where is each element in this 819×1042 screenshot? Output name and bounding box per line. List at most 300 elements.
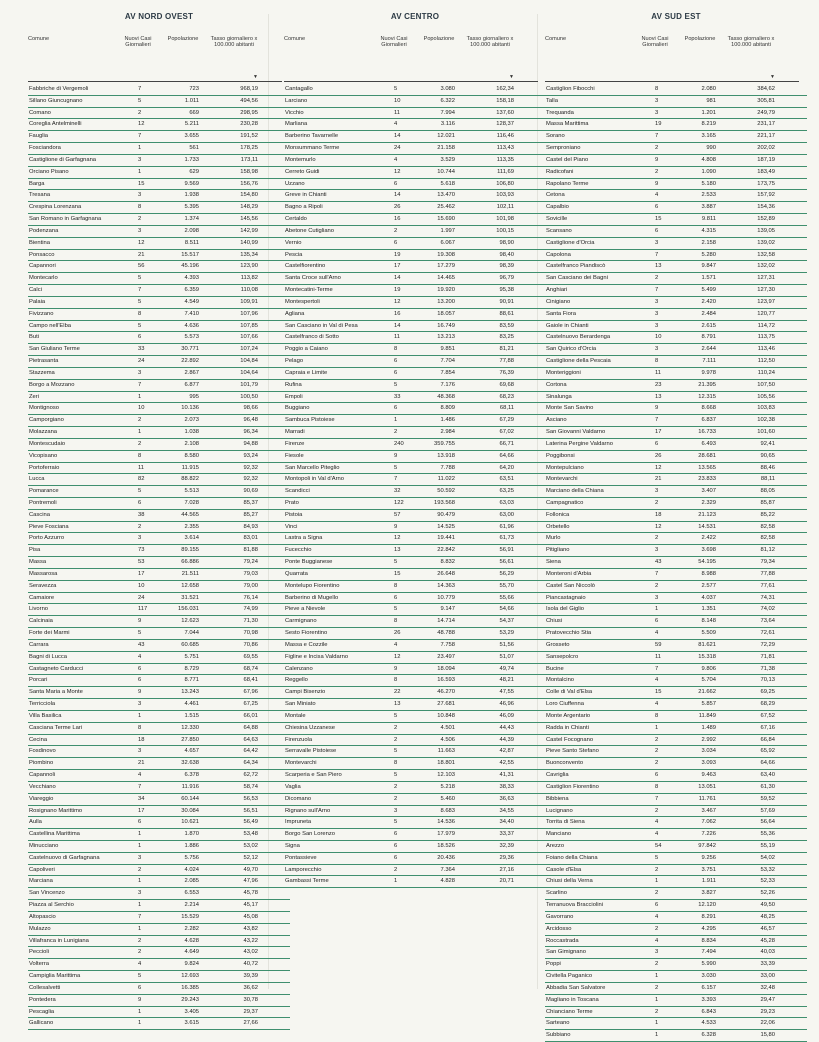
cell-nuovi-casi: 7 (138, 913, 142, 920)
cell-popolazione: 27.850 (181, 736, 199, 743)
table-row (545, 675, 807, 687)
table-header (545, 36, 807, 84)
cell-popolazione: 14.536 (437, 819, 455, 826)
table-row (545, 888, 807, 900)
cell-nuovi-casi: 1 (138, 831, 142, 838)
cell-nuovi-casi: 15 (138, 180, 145, 187)
cell-comune: Buonconvento (546, 760, 584, 767)
cell-popolazione: 15.517 (181, 251, 199, 258)
table-row (545, 96, 807, 108)
header-comune[interactable]: Comune (28, 36, 50, 42)
table-row (545, 1018, 807, 1030)
cell-nuovi-casi: 7 (138, 381, 142, 388)
table-row (284, 841, 546, 853)
cell-popolazione: 4.533 (701, 1020, 716, 1027)
table-row (545, 167, 807, 179)
cell-tasso: 79,24 (243, 559, 258, 566)
cell-popolazione: 2.108 (184, 440, 199, 447)
cell-comune: Pontassieve (285, 854, 317, 861)
table-row (545, 758, 807, 770)
cell-popolazione: 1.515 (184, 712, 199, 719)
cell-tasso: 178,25 (240, 145, 258, 152)
cell-comune: Empoli (285, 393, 303, 400)
cell-nuovi-casi: 9 (655, 156, 659, 163)
cell-nuovi-casi: 5 (138, 322, 142, 329)
table-row (284, 427, 546, 439)
table-row (545, 474, 807, 486)
cell-tasso: 76,39 (499, 369, 514, 376)
cell-popolazione: 5.180 (701, 180, 716, 187)
table-header (284, 36, 546, 84)
table-row (284, 522, 546, 534)
cell-popolazione: 19.920 (437, 287, 455, 294)
table-row (284, 675, 546, 687)
cell-tasso: 63,51 (499, 476, 514, 483)
table-row (284, 806, 546, 818)
cell-popolazione: 18.526 (437, 843, 455, 849)
cell-tasso: 40,72 (243, 961, 258, 968)
table-row (28, 415, 290, 427)
table-row (284, 687, 546, 699)
table-row (545, 723, 807, 735)
cell-comune: Calcinaia (29, 618, 53, 625)
cell-popolazione: 1.090 (701, 168, 716, 175)
table-row (28, 486, 290, 498)
cell-comune: Montevarchi (285, 760, 317, 767)
cell-popolazione: 19.308 (437, 251, 455, 258)
cell-tasso: 68,74 (243, 665, 258, 672)
table-row (284, 581, 546, 593)
cell-tasso: 113,46 (757, 346, 775, 353)
cell-nuovi-casi: 59 (655, 641, 662, 648)
cell-tasso: 51,07 (499, 653, 514, 660)
table-row (545, 332, 807, 344)
cell-popolazione: 15.529 (181, 913, 199, 920)
header-popolazione[interactable]: Popolazione (684, 36, 716, 42)
cell-tasso: 183,49 (757, 168, 775, 175)
cell-nuovi-casi: 3 (138, 192, 142, 199)
cell-comune: Carmignano (285, 618, 317, 625)
cell-popolazione: 7.044 (184, 630, 199, 637)
cell-comune: Vicopisano (29, 452, 58, 459)
table-row (284, 96, 546, 108)
header-tasso[interactable]: Tasso giornaliero x 100.000 abitanti (210, 36, 258, 49)
cell-tasso: 107,50 (757, 381, 775, 388)
cell-popolazione: 14.465 (437, 275, 455, 282)
cell-tasso: 36,63 (499, 795, 514, 802)
cell-nuovi-casi: 3 (655, 298, 659, 305)
cell-nuovi-casi: 2 (394, 724, 398, 731)
cell-nuovi-casi: 10 (394, 97, 401, 104)
cell-popolazione: 12.021 (437, 133, 455, 140)
cell-nuovi-casi: 11 (394, 109, 401, 116)
cell-comune: Bucine (546, 665, 564, 672)
cell-nuovi-casi: 1 (655, 973, 659, 980)
cell-comune: Santa Fiora (546, 310, 576, 317)
cell-tasso: 114,72 (757, 322, 775, 329)
cell-comune: Firenzuola (285, 736, 313, 743)
cell-nuovi-casi: 8 (138, 724, 142, 731)
cell-tasso: 88,11 (760, 476, 775, 483)
cell-comune: Torrita di Siena (546, 819, 585, 826)
cell-popolazione: 8.580 (184, 452, 199, 459)
cell-nuovi-casi: 2 (138, 949, 142, 956)
cell-popolazione: 4.393 (184, 275, 199, 282)
cell-nuovi-casi: 38 (138, 511, 145, 518)
cell-popolazione: 7.758 (440, 641, 455, 648)
table-row (284, 321, 546, 333)
cell-tasso: 43,02 (243, 949, 258, 956)
table-row (284, 119, 546, 131)
cell-tasso: 45,78 (243, 890, 258, 897)
cell-nuovi-casi: 9 (138, 618, 142, 625)
cell-popolazione: 13.918 (437, 452, 455, 459)
table-row (28, 261, 290, 273)
cell-comune: San Marcello Piteglio (285, 464, 340, 471)
cell-popolazione: 14.531 (698, 523, 716, 530)
cell-popolazione: 4.657 (184, 748, 199, 755)
cell-nuovi-casi: 3 (138, 227, 142, 234)
cell-comune: Foiano della Chiana (546, 854, 598, 861)
cell-nuovi-casi: 5 (394, 772, 398, 779)
cell-popolazione: 3.165 (701, 133, 716, 140)
cell-comune: Capraia e Limite (285, 369, 328, 376)
cell-popolazione: 2.355 (184, 523, 199, 530)
table-row (28, 392, 290, 404)
cell-nuovi-casi: 26 (655, 452, 662, 459)
cell-popolazione: 4.037 (701, 594, 716, 601)
table-row (28, 557, 290, 569)
table-row (28, 131, 290, 143)
table-row (545, 415, 807, 427)
cell-comune: Isola del Giglio (546, 606, 585, 613)
cell-comune: Orbetello (546, 523, 570, 530)
cell-comune: San Vincenzo (29, 890, 65, 897)
cell-nuovi-casi: 8 (655, 86, 659, 92)
cell-comune: Castiglione della Pescaia (546, 358, 611, 365)
cell-popolazione: 8.291 (701, 913, 716, 920)
table-row (545, 451, 807, 463)
cell-comune: Marliana (285, 121, 308, 128)
cell-popolazione: 5.509 (701, 630, 716, 637)
table-row (28, 947, 290, 959)
cell-comune: Follonica (546, 511, 570, 518)
cell-tasso: 49,74 (499, 665, 514, 672)
cell-nuovi-casi: 6 (138, 665, 142, 672)
table-row (284, 155, 546, 167)
cell-nuovi-casi: 7 (655, 417, 659, 424)
table-row (284, 463, 546, 475)
cell-tasso: 123,97 (757, 298, 775, 305)
cell-tasso: 47,55 (499, 689, 514, 696)
cell-popolazione: 3.698 (701, 547, 716, 554)
cell-tasso: 69,55 (243, 653, 258, 660)
cell-nuovi-casi: 122 (394, 499, 404, 506)
table-row (545, 593, 807, 605)
cell-comune: Sillano Giuncugnano (29, 97, 83, 104)
cell-popolazione: 995 (189, 393, 199, 400)
cell-popolazione: 9.851 (440, 346, 455, 353)
cell-popolazione: 5.618 (440, 180, 455, 187)
cell-nuovi-casi: 10 (138, 582, 145, 589)
cell-popolazione: 12.330 (181, 724, 199, 731)
cell-nuovi-casi: 19 (394, 251, 401, 258)
cell-comune: Piombino (29, 760, 54, 767)
cell-comune: Montescudaio (29, 440, 66, 447)
table-row (284, 332, 546, 344)
cell-nuovi-casi: 6 (394, 369, 398, 376)
cell-nuovi-casi: 21 (138, 251, 145, 258)
table-row (545, 569, 807, 581)
cell-tasso: 127,30 (757, 287, 775, 294)
header-rule (284, 81, 538, 82)
cell-comune: Vernio (285, 239, 302, 246)
cell-comune: Uzzano (285, 180, 305, 187)
cell-nuovi-casi: 4 (655, 192, 659, 199)
cell-popolazione: 81.621 (698, 641, 716, 648)
cell-popolazione: 12.315 (698, 393, 716, 400)
cell-tasso: 95,38 (499, 287, 514, 294)
cell-comune: Fosciandora (29, 145, 61, 152)
table-row (545, 226, 807, 238)
cell-nuovi-casi: 23 (655, 381, 662, 388)
cell-tasso: 64,88 (243, 724, 258, 731)
cell-nuovi-casi: 8 (394, 677, 398, 684)
cell-comune: Montalcino (546, 677, 575, 684)
header-popolazione[interactable]: Popolazione (423, 36, 455, 42)
cell-popolazione: 13.470 (437, 192, 455, 199)
cell-popolazione: 16.385 (181, 984, 199, 991)
cell-tasso: 162,34 (496, 86, 514, 92)
header-comune[interactable]: Comune (545, 36, 567, 42)
cell-nuovi-casi: 2 (394, 736, 398, 743)
cell-nuovi-casi: 1 (655, 996, 659, 1003)
cell-popolazione: 5.513 (184, 488, 199, 495)
cell-nuovi-casi: 14 (394, 192, 401, 199)
cell-tasso: 61,30 (760, 783, 775, 790)
table-row (284, 498, 546, 510)
table-row (28, 628, 290, 640)
cell-nuovi-casi: 3 (655, 949, 659, 956)
cell-comune: Castelfranco Piandiscò (546, 263, 606, 270)
cell-popolazione: 4.506 (440, 736, 455, 743)
cell-popolazione: 13.243 (181, 689, 199, 696)
table-row (545, 806, 807, 818)
cell-comune: Pietrasanta (29, 358, 59, 365)
table-row (284, 474, 546, 486)
sort-descending-icon[interactable]: ▼ (509, 74, 514, 80)
cell-comune: Laterina Pergine Valdarno (546, 440, 613, 447)
cell-nuovi-casi: 4 (138, 961, 142, 968)
cell-comune: Ponsacco (29, 251, 55, 258)
cell-nuovi-casi: 2 (655, 736, 659, 743)
cell-tasso: 64,66 (499, 452, 514, 459)
cell-popolazione: 13.565 (698, 464, 716, 471)
cell-comune: Pistoia (285, 511, 303, 518)
cell-tasso: 102,11 (496, 204, 514, 211)
cell-nuovi-casi: 15 (655, 689, 662, 696)
cell-nuovi-casi: 3 (138, 369, 142, 376)
cell-tasso: 29,36 (499, 854, 514, 861)
table-row (545, 297, 807, 309)
cell-comune: Collesalvetti (29, 984, 61, 991)
cell-comune: Castelfranco di Sotto (285, 334, 339, 341)
cell-tasso: 132,02 (757, 263, 775, 270)
cell-comune: Camporgiano (29, 417, 64, 424)
table-header (28, 36, 290, 84)
cell-comune: Fabbriche di Vergemoli (29, 86, 89, 92)
cell-popolazione: 15.318 (698, 653, 716, 660)
cell-tasso: 33,39 (760, 961, 775, 968)
cell-tasso: 116,46 (496, 133, 514, 140)
cell-tasso: 56,91 (499, 547, 514, 554)
cell-popolazione: 10.744 (437, 168, 455, 175)
cell-comune: Campagnatico (546, 499, 584, 506)
table-row (545, 119, 807, 131)
header-nuovi-casi[interactable]: Nuovi Casi Giornalieri (380, 36, 408, 49)
cell-tasso: 44,43 (499, 724, 514, 731)
sort-descending-icon[interactable]: ▼ (770, 74, 775, 80)
cell-popolazione: 6.553 (184, 890, 199, 897)
cell-tasso: 107,96 (240, 310, 258, 317)
cell-nuovi-casi: 8 (138, 204, 142, 211)
table-row (28, 451, 290, 463)
cell-popolazione: 7.704 (440, 358, 455, 365)
cell-comune: Terricciola (29, 701, 56, 708)
cell-popolazione: 27.681 (437, 701, 455, 708)
cell-nuovi-casi: 53 (138, 559, 145, 566)
cell-popolazione: 5.990 (701, 961, 716, 968)
cell-popolazione: 3.116 (440, 121, 455, 128)
cell-comune: Dicomano (285, 795, 312, 802)
table-row (545, 439, 807, 451)
cell-popolazione: 8.771 (184, 677, 199, 684)
cell-nuovi-casi: 8 (655, 783, 659, 790)
cell-popolazione: 3.827 (701, 890, 716, 897)
cell-nuovi-casi: 8 (394, 582, 398, 589)
table-row (545, 427, 807, 439)
cell-nuovi-casi: 4 (394, 641, 398, 648)
cell-comune: Firenze (285, 440, 305, 447)
cell-comune: Casole d'Elsa (546, 866, 582, 873)
cell-popolazione: 2.577 (701, 582, 716, 589)
cell-comune: Castel Focognano (546, 736, 594, 743)
cell-tasso: 74,31 (760, 594, 775, 601)
table-row (28, 912, 290, 924)
table-row (545, 959, 807, 971)
cell-nuovi-casi: 56 (138, 263, 145, 270)
header-nuovi-casi[interactable]: Nuovi Casi Giornalieri (641, 36, 669, 49)
cell-comune: Barga (29, 180, 45, 187)
cell-nuovi-casi: 18 (655, 511, 662, 518)
header-tasso[interactable]: Tasso giornaliero x 100.000 abitanti (466, 36, 514, 49)
cell-nuovi-casi: 2 (655, 925, 659, 932)
cell-comune: Pontedera (29, 996, 56, 1003)
cell-nuovi-casi: 1 (655, 1032, 659, 1039)
table-row (284, 108, 546, 120)
table-row (284, 273, 546, 285)
cell-tasso: 85,27 (243, 511, 258, 518)
cell-popolazione: 9.569 (184, 180, 199, 187)
table-row (284, 604, 546, 616)
cell-nuovi-casi: 16 (394, 310, 401, 317)
cell-nuovi-casi: 6 (655, 772, 659, 779)
cell-comune: Marciana (29, 878, 53, 885)
cell-tasso: 57,69 (760, 807, 775, 814)
cell-comune: Sansepolcro (546, 653, 579, 660)
cell-popolazione: 9.824 (184, 961, 199, 968)
cell-popolazione: 9.463 (701, 772, 716, 779)
cell-tasso: 139,02 (757, 239, 775, 246)
cell-comune: Radicofani (546, 168, 574, 175)
cell-popolazione: 561 (189, 145, 199, 152)
cell-popolazione: 18.057 (437, 310, 455, 317)
table-row (28, 403, 290, 415)
cell-nuovi-casi: 1 (655, 1020, 659, 1027)
cell-tasso: 77,88 (760, 570, 775, 577)
cell-nuovi-casi: 5 (138, 298, 142, 305)
cell-comune: Crespina Lorenzana (29, 204, 82, 211)
cell-comune: Prato (285, 499, 299, 506)
table-row (28, 297, 290, 309)
cell-tasso: 38,33 (499, 783, 514, 790)
cell-popolazione: 21.511 (181, 570, 199, 577)
table-row (284, 616, 546, 628)
header-popolazione[interactable]: Popolazione (167, 36, 199, 42)
cell-popolazione: 30.084 (181, 807, 199, 814)
cell-tasso: 33,37 (499, 831, 514, 838)
cell-popolazione: 7.494 (701, 949, 716, 956)
cell-tasso: 123,90 (240, 263, 258, 270)
cell-nuovi-casi: 2 (655, 275, 659, 282)
table-row (284, 309, 546, 321)
cell-nuovi-casi: 11 (138, 464, 145, 471)
cell-popolazione: 7.176 (440, 381, 455, 388)
cell-popolazione: 97.842 (698, 843, 716, 849)
cell-tasso: 56,49 (243, 819, 258, 826)
cell-tasso: 39,39 (243, 973, 258, 980)
cell-popolazione: 11.022 (437, 476, 455, 483)
cell-tasso: 103,93 (496, 192, 514, 199)
cell-nuovi-casi: 2 (655, 535, 659, 542)
cell-tasso: 63,25 (499, 488, 514, 495)
sort-descending-icon[interactable]: ▼ (253, 74, 258, 80)
table-row (284, 746, 546, 758)
cell-popolazione: 3.407 (701, 488, 716, 495)
cell-nuovi-casi: 24 (138, 358, 145, 365)
cell-tasso: 104,64 (240, 369, 258, 376)
cell-comune: Carrara (29, 641, 49, 648)
cell-nuovi-casi: 12 (394, 535, 401, 542)
header-nuovi-casi[interactable]: Nuovi Casi Giornalieri (124, 36, 152, 49)
cell-tasso: 79,00 (243, 582, 258, 589)
header-comune[interactable]: Comune (284, 36, 306, 42)
cell-nuovi-casi: 6 (138, 334, 142, 341)
cell-comune: Bagno a Ripoli (285, 204, 323, 211)
cell-popolazione: 7.028 (184, 499, 199, 506)
cell-nuovi-casi: 2 (138, 216, 142, 223)
header-tasso[interactable]: Tasso giornaliero x 100.000 abitanti (727, 36, 775, 49)
cell-tasso: 34,40 (499, 819, 514, 826)
cell-tasso: 92,41 (760, 440, 775, 447)
table-row (284, 510, 546, 522)
cell-tasso: 45,28 (760, 937, 775, 944)
table-row (28, 723, 290, 735)
cell-nuovi-casi: 17 (138, 807, 145, 814)
cell-nuovi-casi: 11 (394, 334, 401, 341)
table-row (28, 533, 290, 545)
cell-popolazione: 7.994 (440, 109, 455, 116)
